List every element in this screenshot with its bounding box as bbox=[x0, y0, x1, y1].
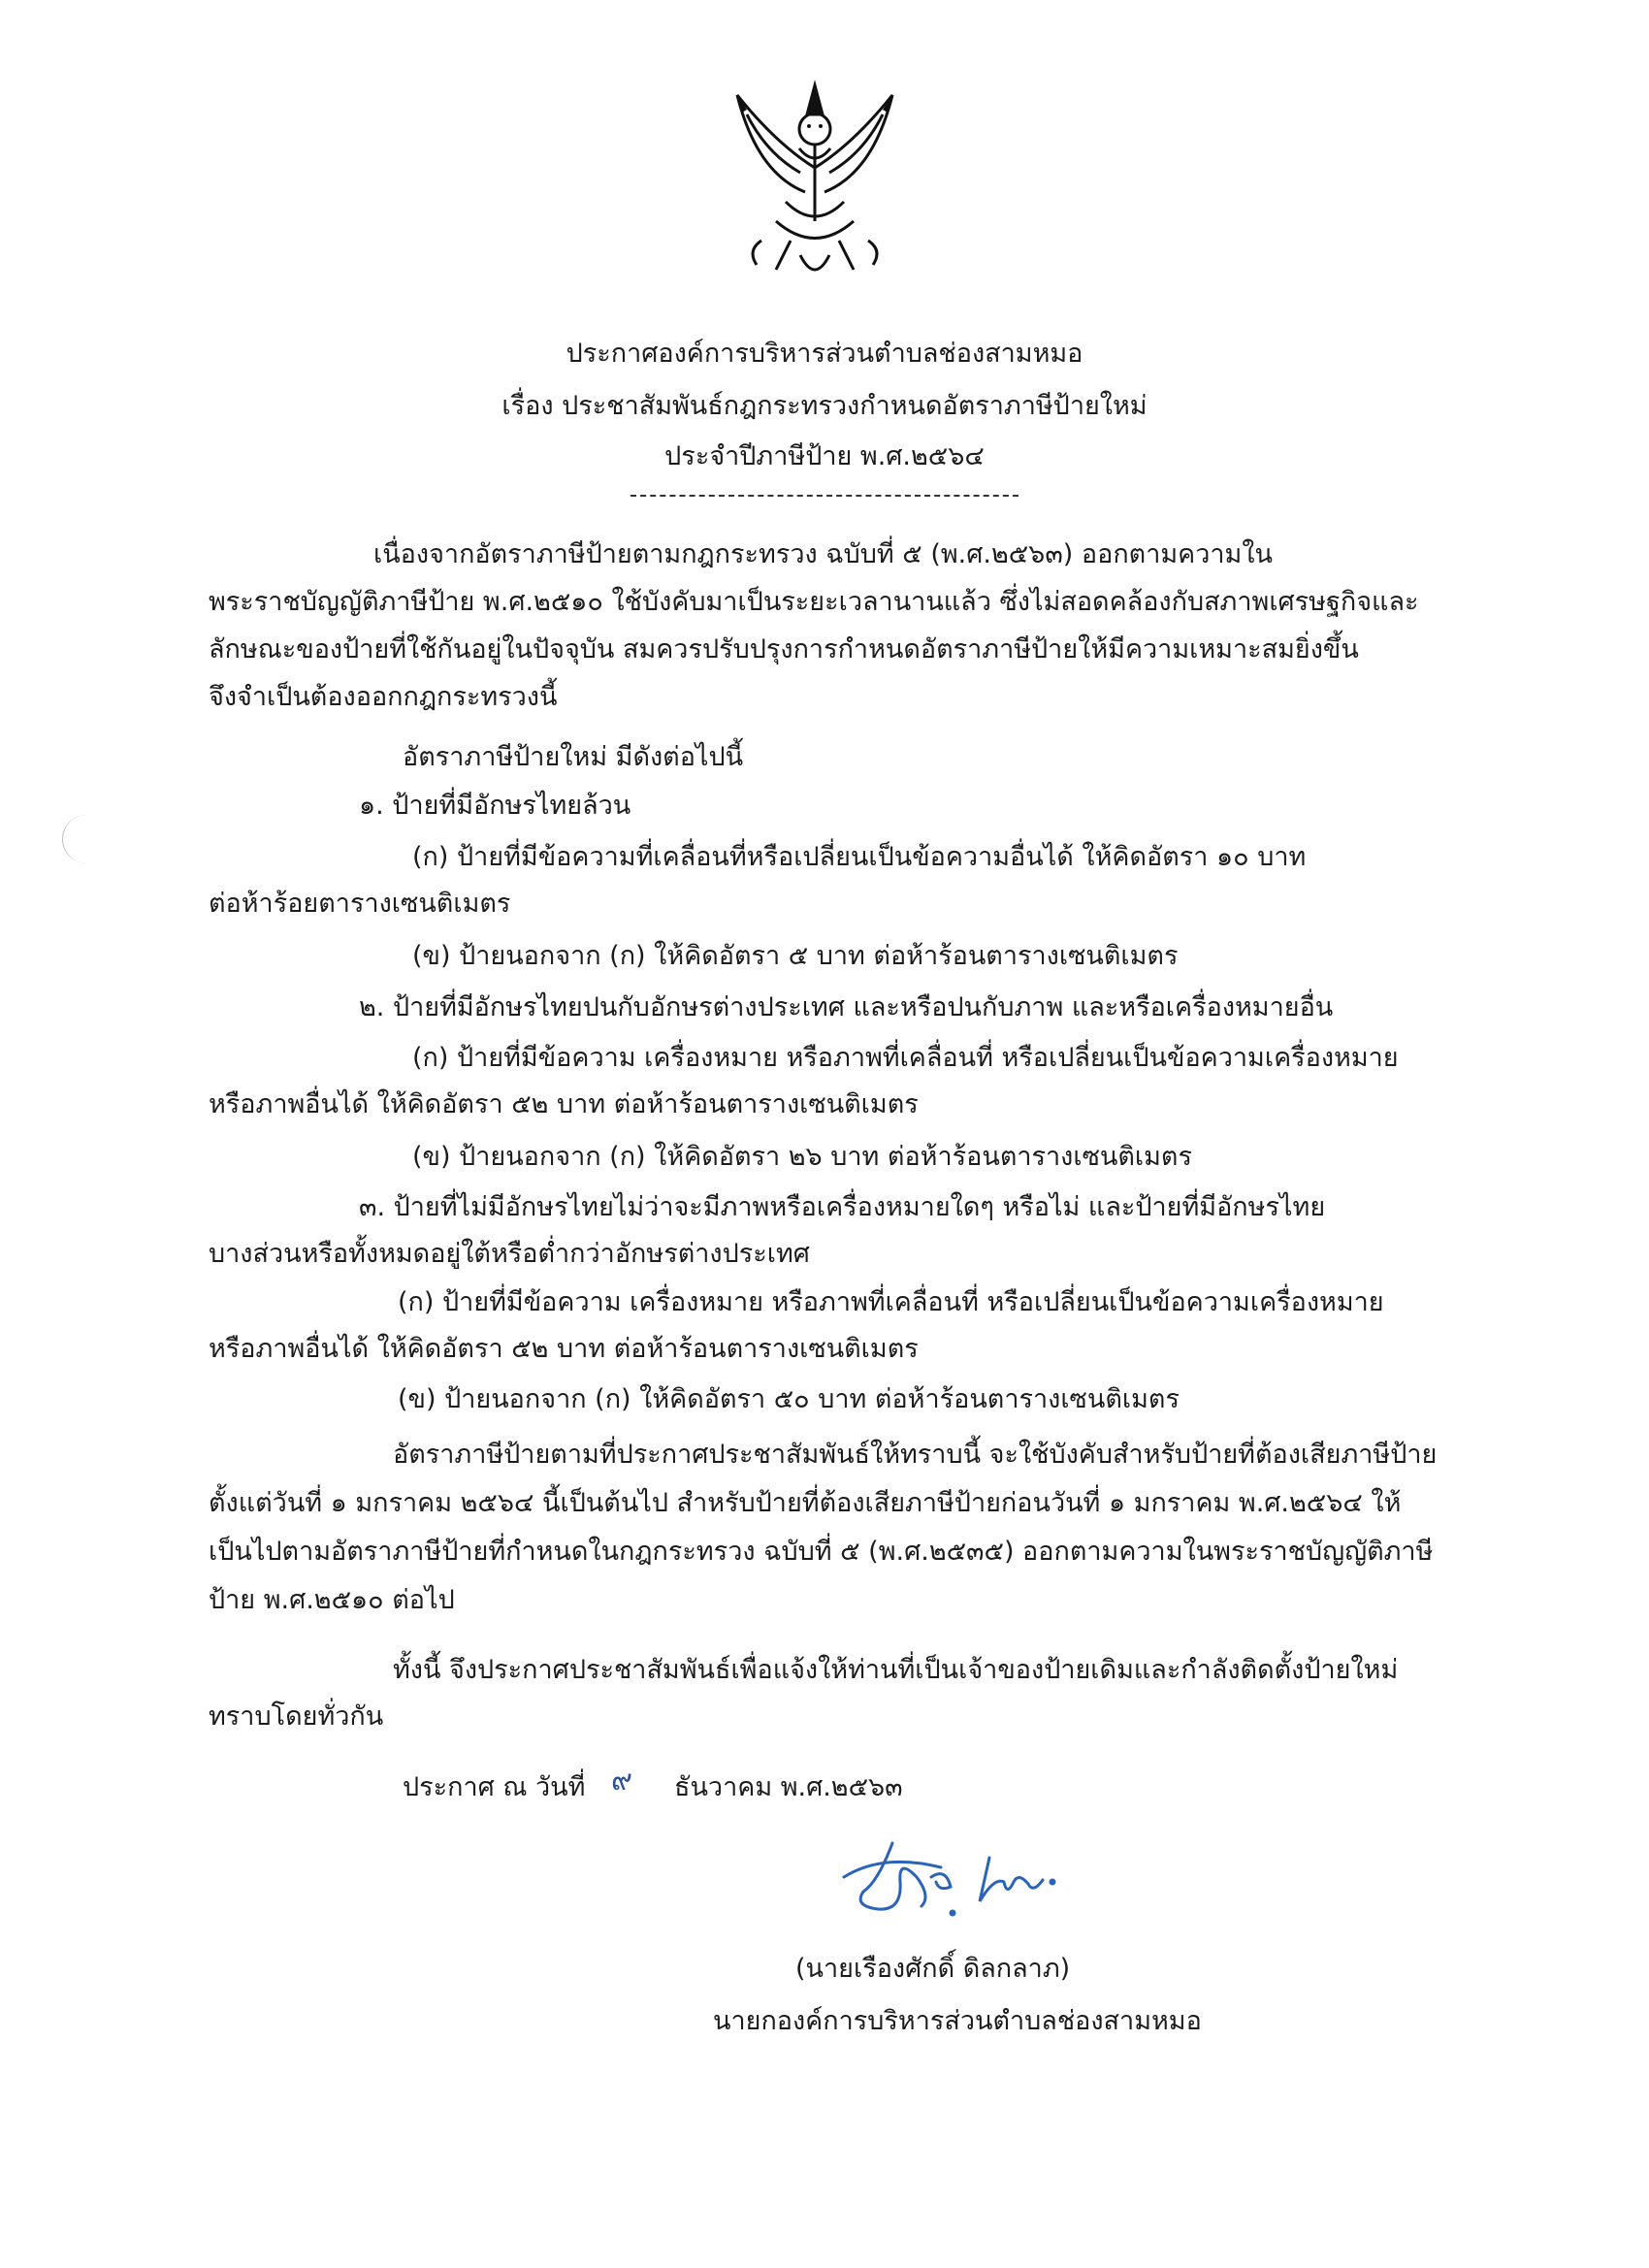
item-3-line-2: บางส่วนหรือทั้งหมดอยู่ใต้หรือต่ำกว่าอักษรต่างประเทศ bbox=[209, 1239, 810, 1269]
header-subject-line: เรื่อง ประชาสัมพันธ์กฎกระทรวงกำหนดอัตราภาษีป้ายใหม่ bbox=[501, 391, 1148, 421]
effective-line-4: ป้าย พ.ศ.๒๕๑๐ ต่อไป bbox=[209, 1585, 455, 1615]
intro-line-1: เนื่องจากอัตราภาษีป้ายตามกฎกระทรวง ฉบับที่ ๕ (พ.ศ.๒๕๖๓) ออกตามความใน bbox=[373, 539, 1273, 569]
intro-line-2: พระราชบัญญัติภาษีป้าย พ.ศ.๒๕๑๐ ใช้บังคับมาเป็นระยะเวลานานแล้ว ซึ่งไม่สอดคล้องกับสภาพเศรษฐกิจและ bbox=[209, 587, 1419, 617]
intro-line-4: จึงจำเป็นต้องออกกฎกระทรวงนี้ bbox=[209, 682, 558, 712]
item-2a-line-2: หรือภาพอื่นได้ ให้คิดอัตรา ๕๒ บาท ต่อห้าร้อนตารางเซนติเมตร bbox=[209, 1089, 919, 1119]
signer-name: (นายเรืองศักดิ์ ดิลกลาภ) bbox=[795, 1954, 1071, 1984]
header-org-line: ประกาศองค์การบริหารส่วนตำบลช่องสามหมอ bbox=[566, 339, 1083, 369]
signature-icon bbox=[824, 1824, 1116, 1940]
item-1a-line-1: (ก) ป้ายที่มีข้อความที่เคลื่อนที่หรือเปลี่ยนเป็นข้อความอื่นได้ ให้คิดอัตรา ๑๐ บาท bbox=[412, 842, 1307, 872]
item-1: ๑. ป้ายที่มีอักษรไทยล้วน bbox=[359, 791, 631, 821]
item-1b: (ข) ป้ายนอกจาก (ก) ให้คิดอัตรา ๕ บาท ต่อห้าร้อนตารางเซนติเมตร bbox=[412, 941, 1179, 971]
punch-hole-mark bbox=[62, 815, 112, 863]
item-2b: (ข) ป้ายนอกจาก (ก) ให้คิดอัตรา ๒๖ บาท ต่อห้าร้อนตารางเซนติเมตร bbox=[412, 1142, 1192, 1172]
effective-line-3: เป็นไปตามอัตราภาษีป้ายที่กำหนดในกฎกระทรวง ฉบับที่ ๕ (พ.ศ.๒๕๓๕) ออกตามความในพระราชบัญญัติภาษี bbox=[209, 1537, 1434, 1567]
item-3a-line-1: (ก) ป้ายที่มีข้อความ เครื่องหมาย หรือภาพที่เคลื่อนที่ หรือเปลี่ยนเป็นข้อความเครื่องหมาย bbox=[398, 1287, 1384, 1317]
item-3b: (ข) ป้ายนอกจาก (ก) ให้คิดอัตรา ๕๐ บาท ต่อห้าร้อนตารางเซนติเมตร bbox=[398, 1384, 1180, 1414]
header-year-line: ประจำปีภาษีป้าย พ.ศ.๒๕๖๔ bbox=[664, 441, 985, 471]
item-2a-line-1: (ก) ป้ายที่มีข้อความ เครื่องหมาย หรือภาพที่เคลื่อนที่ หรือเปลี่ยนเป็นข้อความเครื่องหมาย bbox=[412, 1043, 1399, 1073]
intro-line-3: ลักษณะของป้ายที่ใช้กันอยู่ในปัจจุบัน สมควรปรับปรุงการกำหนดอัตราภาษีป้ายให้มีความเหมาะสมยิ่งขึ้น bbox=[209, 634, 1359, 664]
effective-line-2: ตั้งแต่วันที่ ๑ มกราคม ๒๕๖๔ นี้เป็นต้นไป สำหรับป้ายที่ต้องเสียภาษีป้ายก่อนวันที่ ๑ มกราคม พ.ศ.๒๕๖๔ ให้ bbox=[209, 1488, 1402, 1518]
item-1a-line-2: ต่อห้าร้อยตารางเซนติเมตร bbox=[209, 889, 511, 919]
item-3a-line-2: หรือภาพอื่นได้ ให้คิดอัตรา ๕๒ บาท ต่อห้าร้อนตารางเซนติเมตร bbox=[209, 1334, 919, 1364]
closing-line-1: ทั้งนี้ จึงประกาศประชาสัมพันธ์เพื่อแจ้งให้ท่านที่เป็นเจ้าของป้ายเดิมและกำลังติดตั้งป้ายใหม่ bbox=[393, 1655, 1399, 1685]
header-divider bbox=[630, 495, 1018, 497]
item-3-line-1: ๓. ป้ายที่ไม่มีอักษรไทยไม่ว่าจะมีภาพหรือเครื่องหมายใดๆ หรือไม่ และป้ายที่มีอักษรไทย bbox=[359, 1192, 1326, 1222]
effective-line-1: อัตราภาษีป้ายตามที่ประกาศประชาสัมพันธ์ให้ทราบนี้ จะใช้บังคับสำหรับป้ายที่ต้องเสียภาษีป้าย bbox=[393, 1440, 1438, 1470]
announce-date-day: ๙ bbox=[611, 1764, 632, 1798]
closing-line-2: ทราบโดยทั่วกัน bbox=[209, 1701, 384, 1732]
announce-date-prefix: ประกาศ ณ วันที่ bbox=[403, 1772, 586, 1802]
signer-title: นายกองค์การบริหารส่วนตำบลช่องสามหมอ bbox=[713, 2006, 1202, 2036]
garuda-emblem-icon bbox=[718, 76, 912, 289]
item-2: ๒. ป้ายที่มีอักษรไทยปนกับอักษรต่างประเทศ และหรือปนกับภาพ และหรือเครื่องหมายอื่น bbox=[359, 992, 1334, 1022]
announce-date-rest: ธันวาคม พ.ศ.๒๕๖๓ bbox=[674, 1772, 903, 1802]
rates-heading: อัตราภาษีป้ายใหม่ มีดังต่อไปนี้ bbox=[403, 742, 744, 772]
